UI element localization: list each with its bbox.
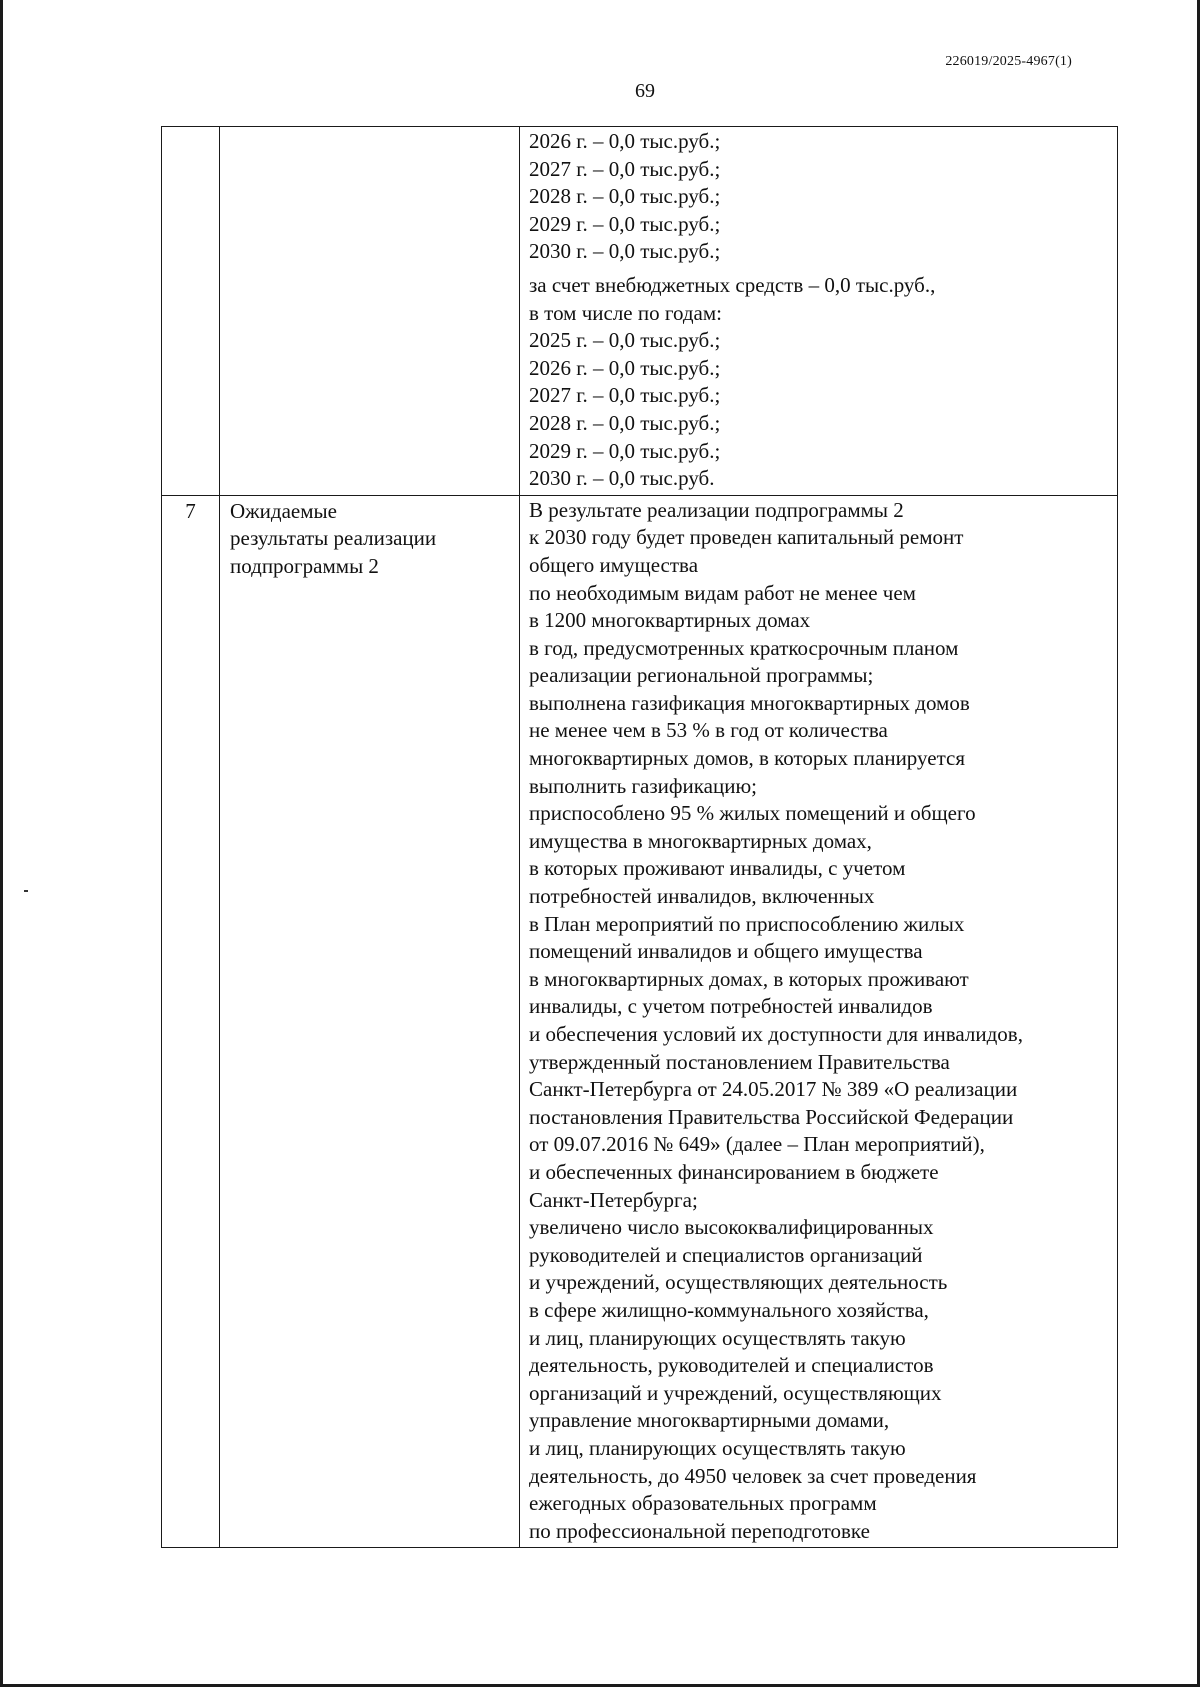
result-line: и учреждений, осуществляющих деятельность (529, 1270, 948, 1295)
row-name-cell (220, 495, 520, 1548)
result-line: Санкт-Петербурга от 24.05.2017 № 389 «О реализации (529, 1077, 1018, 1102)
result-line: и лиц, планирующих осуществлять такую (529, 1435, 906, 1460)
extrabudget-line: 2025 г. – 0,0 тыс.руб.; (529, 328, 721, 353)
result-line: не менее чем в 53 % в год от количества (529, 718, 888, 743)
result-line: деятельность, руководителей и специалистов (529, 1353, 934, 1378)
budget-line: 2028 г. – 0,0 тыс.руб.; (529, 184, 721, 209)
result-line: в многоквартирных домах, в которых проживают (529, 966, 969, 991)
result-line: помещений инвалидов и общего имущества (529, 939, 923, 964)
extrabudget-line: 2030 г. – 0,0 тыс.руб. (529, 466, 715, 491)
result-line: общего имущества (529, 552, 699, 577)
result-line: Санкт-Петербурга; (529, 1187, 698, 1212)
budget-line: 2026 г. – 0,0 тыс.руб.; (529, 129, 721, 153)
table-row-7 (162, 495, 1118, 1548)
result-line: увеличено число высококвалифицированных (529, 1215, 934, 1240)
result-line: руководителей и специалистов организаций (529, 1242, 923, 1267)
result-line: ежегодных образовательных программ (529, 1491, 877, 1516)
result-line: в 1200 многоквартирных домах (529, 608, 811, 633)
expected-results-cell (520, 495, 1118, 1548)
row-name-line: подпрограммы 2 (230, 553, 379, 578)
extrabudget-line: за счет внебюджетных средств – 0,0 тыс.руб., (529, 272, 936, 297)
budget-line: 2030 г. – 0,0 тыс.руб.; (529, 239, 721, 264)
result-line: имущества в многоквартирных домах, (529, 828, 872, 853)
result-line: в План мероприятий по приспособлению жилых (529, 911, 965, 936)
extrabudget-lines (529, 272, 1109, 493)
row-name-line: результаты реализации (230, 526, 437, 551)
result-line: потребностей инвалидов, включенных (529, 884, 875, 909)
program-table (161, 126, 1118, 1548)
result-line: В результате реализации подпрограммы 2 (529, 497, 904, 522)
row-name-line: Ожидаемые (230, 498, 337, 523)
result-line: реализации региональной программы; (529, 663, 874, 688)
scan-mark (24, 890, 28, 892)
result-line: выполнена газификация многоквартирных домов (529, 690, 970, 715)
result-line: постановления Правительства Российской Федерации (529, 1104, 1014, 1129)
result-line: в сфере жилищно-коммунального хозяйства, (529, 1297, 929, 1322)
row-number-cell: 7 (162, 495, 220, 1548)
result-line: утвержденный постановлением Правительства (529, 1049, 950, 1074)
result-line: управление многоквартирными домами, (529, 1408, 890, 1433)
result-line: выполнить газификацию; (529, 773, 757, 798)
extrabudget-line: 2029 г. – 0,0 тыс.руб.; (529, 438, 721, 463)
page-number: 69 (635, 80, 655, 102)
result-line: к 2030 году будет проведен капитальный ремонт (529, 525, 964, 550)
table-row-continued (162, 127, 1118, 496)
result-line: по профессиональной переподготовке (529, 1518, 870, 1543)
extrabudget-line: 2028 г. – 0,0 тыс.руб.; (529, 410, 721, 435)
result-line: инвалиды, с учетом потребностей инвалидов (529, 994, 933, 1019)
result-line: по необходимым видам работ не менее чем (529, 580, 916, 605)
result-line: приспособлено 95 % жилых помещений и общего (529, 801, 976, 826)
result-line: в год, предусмотренных краткосрочным планом (529, 635, 959, 660)
row-number-cell (162, 127, 220, 496)
financing-cell (520, 127, 1118, 496)
document-id: 226019/2025-4967(1) (945, 54, 1072, 69)
result-line: и обеспеченных финансированием в бюджете (529, 1159, 939, 1184)
result-line: и лиц, планирующих осуществлять такую (529, 1325, 906, 1350)
result-line: многоквартирных домов, в которых планируется (529, 746, 965, 771)
result-line: в которых проживают инвалиды, с учетом (529, 856, 906, 881)
result-line: деятельность, до 4950 человек за счет проведения (529, 1463, 977, 1488)
result-line: и обеспечения условий их доступности для инвалидов, (529, 1022, 1023, 1046)
budget-lines (529, 128, 1109, 266)
extrabudget-line: 2027 г. – 0,0 тыс.руб.; (529, 383, 721, 408)
extrabudget-line: в том числе по годам: (529, 300, 722, 325)
extrabudget-line: 2026 г. – 0,0 тыс.руб.; (529, 355, 721, 380)
row-name-cell (220, 127, 520, 496)
result-line: организаций и учреждений, осуществляющих (529, 1380, 942, 1405)
result-line: от 09.07.2016 № 649» (далее – План мероприятий), (529, 1132, 985, 1157)
budget-line: 2029 г. – 0,0 тыс.руб.; (529, 211, 721, 236)
budget-line: 2027 г. – 0,0 тыс.руб.; (529, 156, 721, 181)
